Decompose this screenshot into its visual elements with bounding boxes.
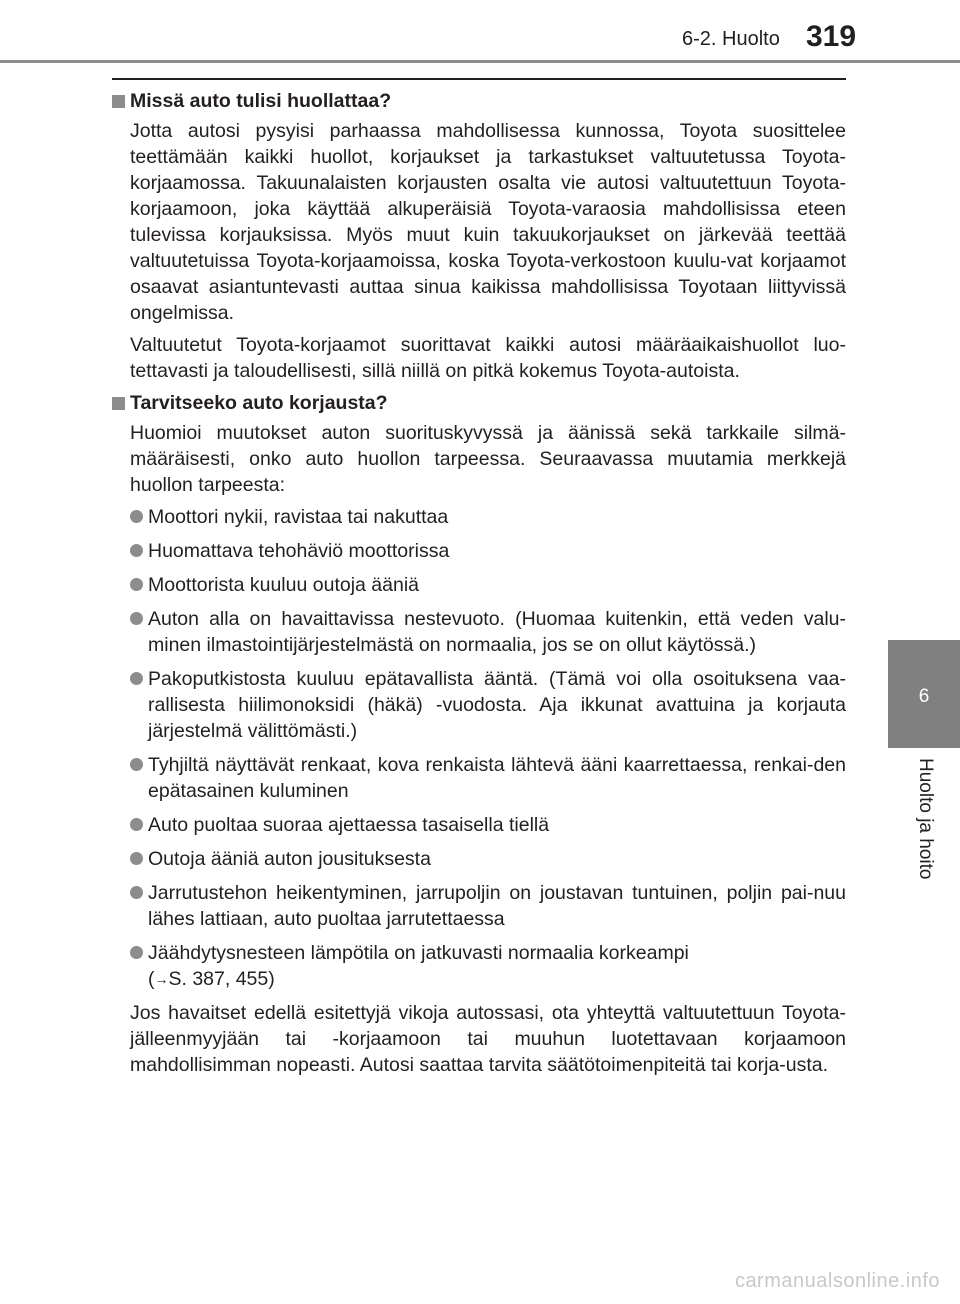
list-item bbox=[130, 846, 846, 872]
list-item-text: Pakoputkistosta kuuluu epätavallista ääntä. (Tämä voi olla osoituksena vaa-rallisesta hiilimonoksidi (häkä) -vuodosta. Aja ikkunat avattuina ja korjauta järjestelmä välittömästi.) bbox=[148, 668, 846, 742]
page-content bbox=[112, 88, 846, 1084]
list-item-text: Jarrutustehon heikentyminen, jarrupoljin on joustavan tuntuinen, poljin pai-nuu lähes lattiaan, auto puoltaa jarrutettaessa bbox=[148, 882, 846, 930]
list-item-text: Auton alla on havaittavissa nestevuoto. (Huomaa kuitenkin, että veden valu-minen ilmastointijärjestelmästä on normaalia, jos se on ollut käytössä.) bbox=[148, 608, 846, 656]
list-item-text: Moottori nykii, ravistaa tai nakuttaa bbox=[148, 506, 449, 528]
paragraph: Jos havaitset edellä esitettyjä vikoja autossasi, ota yhteyttä valtuutettuun Toyota-jälleenmyyjään tai -korjaamoon tai muuhun luotettavaan korjaamoon mahdollisimman nopeasti. Autosi saattaa tarvita säätötoimenpiteitä tai korja-usta. bbox=[130, 1002, 846, 1076]
list-item-text: Auto puoltaa suoraa ajettaessa tasaisella tiellä bbox=[148, 814, 550, 836]
page-number: 319 bbox=[806, 20, 857, 53]
list-item bbox=[130, 666, 846, 744]
header-divider bbox=[0, 60, 960, 63]
heading-text: Tarvitseeko auto korjausta? bbox=[130, 392, 388, 414]
watermark: carmanualsonline.info bbox=[734, 1270, 940, 1292]
circle-bullet-icon bbox=[130, 946, 143, 959]
circle-bullet-icon bbox=[130, 818, 143, 831]
list-item bbox=[130, 606, 846, 658]
list-item bbox=[130, 504, 846, 530]
circle-bullet-icon bbox=[130, 672, 143, 685]
circle-bullet-icon bbox=[130, 578, 143, 591]
list-item bbox=[130, 572, 846, 598]
chapter-number: 6 bbox=[918, 686, 930, 707]
square-bullet-icon bbox=[112, 95, 125, 108]
circle-bullet-icon bbox=[130, 758, 143, 771]
list-item-text: Huomattava tehohäviö moottorissa bbox=[148, 540, 450, 562]
paragraph: Huomioi muutokset auton suorituskyvyssä ja äänissä sekä tarkkaile silmä-määräisesti, onko auto huollon tarpeessa. Seuraavassa muutamia merkkejä huollon tarpeesta: bbox=[130, 422, 846, 496]
circle-bullet-icon bbox=[130, 510, 143, 523]
chapter-title: Huolto ja hoito bbox=[915, 758, 936, 880]
section-title: 6-2. Huolto bbox=[682, 28, 780, 50]
list-item bbox=[130, 752, 846, 804]
chapter-tab bbox=[888, 640, 960, 748]
list-item bbox=[130, 880, 846, 932]
list-item-text: Outoja ääniä auton jousituksesta bbox=[148, 848, 431, 870]
list-item bbox=[130, 940, 846, 992]
list-item-text: Moottorista kuuluu outoja ääniä bbox=[148, 574, 420, 596]
list-item-text: Jäähdytysnesteen lämpötila on jatkuvasti normaalia korkeampi bbox=[148, 942, 689, 964]
paragraph: Valtuutetut Toyota-korjaamot suorittavat kaikki autosi määräaikaishuollot luo-tettavasti ja taloudellisesti, sillä niillä on pitkä kokemus Toyota-autoista. bbox=[130, 334, 846, 382]
circle-bullet-icon bbox=[130, 852, 143, 865]
symptom-list bbox=[112, 504, 846, 992]
ref-open: ( bbox=[148, 968, 155, 990]
list-item-text: Tyhjiltä näyttävät renkaat, kova renkaista lähtevä ääni kaarrettaessa, renkai-den epätasainen kuluminen bbox=[148, 754, 846, 802]
content-top-rule bbox=[112, 78, 846, 80]
arrow-right-icon: → bbox=[154, 971, 169, 987]
page-header bbox=[0, 0, 960, 62]
list-item bbox=[130, 812, 846, 838]
page-reference[interactable]: S. 387, 455) bbox=[168, 968, 275, 990]
paragraph: Jotta autosi pysyisi parhaassa mahdollisessa kunnossa, Toyota suosittelee teettämään kaikki huollot, korjaukset ja tarkastukset valtuutetussa Toyota-korjaamossa. Takuunalaisten korjausten osalta vie autosi valtuutettuun Toyota-korjaamoon, joka käyttää alkuperäisiä Toyota-varaosia mahdollisissa eteen tulevissa korjauksissa. Myös muut kuin takuukorjaukset on järkevää teettää valtuutetuissa Toyota-korjaamoissa, koska Toyota-verkostoon kuulu-vat korjaamot osaavat asiantuntevasti auttaa sinua kaikissa mahdollisissa Toyotaan liittyvissä ongelmissa. bbox=[130, 120, 846, 324]
circle-bullet-icon bbox=[130, 544, 143, 557]
square-bullet-icon bbox=[112, 397, 125, 410]
section-heading bbox=[112, 390, 846, 416]
section-heading bbox=[112, 88, 846, 114]
list-item bbox=[130, 538, 846, 564]
heading-text: Missä auto tulisi huollattaa? bbox=[130, 90, 392, 112]
circle-bullet-icon bbox=[130, 612, 143, 625]
circle-bullet-icon bbox=[130, 886, 143, 899]
